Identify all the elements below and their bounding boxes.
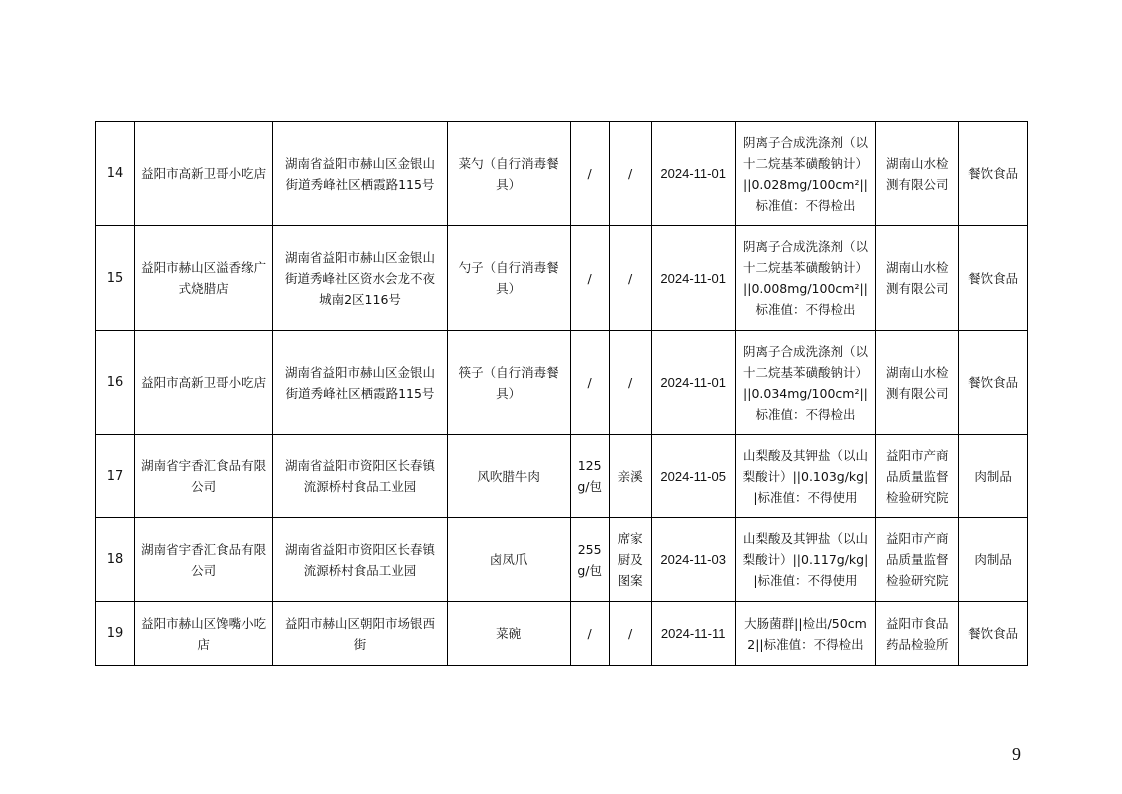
production-date-cell: 2024-11-03: [651, 518, 735, 602]
company-address-cell: 益阳市赫山区朝阳市场银西街: [273, 602, 447, 666]
test-result-cell: 阴离子合成洗涤剂（以十二烷基苯磺酸钠计）||0.034mg/100cm²||标准值：不得检出: [735, 331, 875, 435]
sample-spec-cell: 255g/包: [570, 518, 609, 602]
brand-cell: /: [609, 122, 651, 226]
brand-cell: /: [609, 226, 651, 331]
row-number-cell: 15: [96, 226, 135, 331]
row-number-cell: 14: [96, 122, 135, 226]
company-address-cell: 湖南省益阳市赫山区金银山街道秀峰社区栖霞路115号: [273, 331, 447, 435]
results-table: [95, 121, 1028, 666]
production-date-cell: 2024-11-01: [651, 226, 735, 331]
production-date-cell: 2024-11-11: [651, 602, 735, 666]
food-category-cell: 肉制品: [959, 518, 1028, 602]
row-number-cell: 16: [96, 331, 135, 435]
sample-name-cell: 菜碗: [447, 602, 570, 666]
sample-spec-cell: /: [570, 226, 609, 331]
company-name-cell: 湖南省宇香汇食品有限公司: [134, 518, 272, 602]
food-category-cell: 餐饮食品: [959, 122, 1028, 226]
sample-spec-cell: /: [570, 122, 609, 226]
testing-agency-cell: 益阳市产商品质量监督检验研究院: [876, 435, 959, 518]
production-date-cell: 2024-11-05: [651, 435, 735, 518]
brand-cell: 亲溪: [609, 435, 651, 518]
testing-agency-cell: 湖南山水检测有限公司: [876, 331, 959, 435]
testing-agency-cell: 益阳市产商品质量监督检验研究院: [876, 518, 959, 602]
food-category-cell: 餐饮食品: [959, 331, 1028, 435]
sample-name-cell: 筷子（自行消毒餐具）: [447, 331, 570, 435]
brand-cell: 席家厨及图案: [609, 518, 651, 602]
production-date-cell: 2024-11-01: [651, 122, 735, 226]
test-result-cell: 大肠菌群||检出/50cm2||标准值：不得检出: [735, 602, 875, 666]
table-row: [96, 122, 1028, 226]
sample-spec-cell: 125g/包: [570, 435, 609, 518]
brand-cell: /: [609, 331, 651, 435]
test-result-cell: 阴离子合成洗涤剂（以十二烷基苯磺酸钠计）||0.028mg/100cm²||标准值：不得检出: [735, 122, 875, 226]
page-number: 9: [1012, 744, 1021, 764]
food-category-cell: 餐饮食品: [959, 226, 1028, 331]
testing-agency-cell: 湖南山水检测有限公司: [876, 122, 959, 226]
company-name-cell: 益阳市高新卫哥小吃店: [134, 122, 272, 226]
sample-spec-cell: /: [570, 331, 609, 435]
row-number-cell: 18: [96, 518, 135, 602]
food-category-cell: 餐饮食品: [959, 602, 1028, 666]
company-address-cell: 湖南省益阳市资阳区长春镇流源桥村食品工业园: [273, 518, 447, 602]
testing-agency-cell: 益阳市食品药品检验所: [876, 602, 959, 666]
company-name-cell: 益阳市高新卫哥小吃店: [134, 331, 272, 435]
company-address-cell: 湖南省益阳市资阳区长春镇流源桥村食品工业园: [273, 435, 447, 518]
table-row: [96, 602, 1028, 666]
sample-spec-cell: /: [570, 602, 609, 666]
company-address-cell: 湖南省益阳市赫山区金银山街道秀峰社区栖霞路115号: [273, 122, 447, 226]
brand-cell: /: [609, 602, 651, 666]
table-row: [96, 331, 1028, 435]
table-row: [96, 518, 1028, 602]
food-category-cell: 肉制品: [959, 435, 1028, 518]
company-name-cell: 湖南省宇香汇食品有限公司: [134, 435, 272, 518]
sample-name-cell: 卤凤爪: [447, 518, 570, 602]
company-name-cell: 益阳市赫山区馋嘴小吃店: [134, 602, 272, 666]
test-result-cell: 阴离子合成洗涤剂（以十二烷基苯磺酸钠计）||0.008mg/100cm²||标准值：不得检出: [735, 226, 875, 331]
sample-name-cell: 风吹腊牛肉: [447, 435, 570, 518]
row-number-cell: 19: [96, 602, 135, 666]
sample-name-cell: 菜勺（自行消毒餐具）: [447, 122, 570, 226]
table-row: [96, 226, 1028, 331]
production-date-cell: 2024-11-01: [651, 331, 735, 435]
company-name-cell: 益阳市赫山区溢香缘广式烧腊店: [134, 226, 272, 331]
company-address-cell: 湖南省益阳市赫山区金银山街道秀峰社区资水会龙不夜城南2区116号: [273, 226, 447, 331]
sample-name-cell: 勺子（自行消毒餐具）: [447, 226, 570, 331]
testing-agency-cell: 湖南山水检测有限公司: [876, 226, 959, 331]
table-body: [96, 122, 1028, 666]
table-row: [96, 435, 1028, 518]
row-number-cell: 17: [96, 435, 135, 518]
test-result-cell: 山梨酸及其钾盐（以山梨酸计）||0.103g/kg||标准值：不得使用: [735, 435, 875, 518]
test-result-cell: 山梨酸及其钾盐（以山梨酸计）||0.117g/kg||标准值：不得使用: [735, 518, 875, 602]
